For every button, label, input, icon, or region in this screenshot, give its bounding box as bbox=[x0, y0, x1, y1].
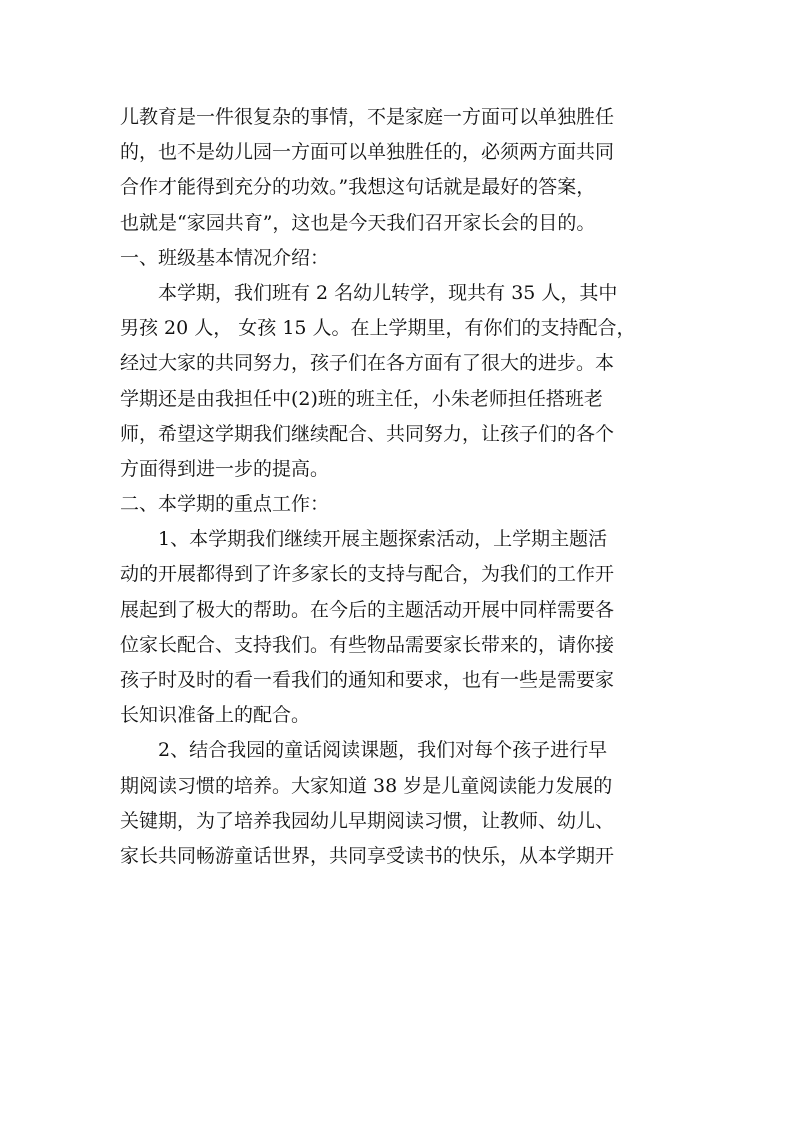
text-line: 的，也不是幼儿园一方面可以单独胜任的，必须两方面共同 bbox=[120, 141, 615, 164]
text-line: 也就是“家园共育”，这也是今天我们召开家长会的目的。 bbox=[120, 211, 596, 234]
text-line: 本学期，我们班有 2 名幼儿转学，现共有 35 人，其中 bbox=[158, 281, 618, 304]
text-line: 展起到了极大的帮助。在今后的主题活动开展中同样需要各 bbox=[120, 598, 615, 621]
text-line: 男孩 20 人， 女孩 15 人。在上学期里，有你们的支持配合， bbox=[120, 317, 636, 340]
section-heading-class-info: 一、班级基本情况介绍： bbox=[120, 246, 330, 269]
text-line: 孩子时及时的看一看我们的通知和要求，也有一些是需要家 bbox=[120, 669, 615, 691]
text-line: 关键期，为了培养我园幼儿早期阅读习惯，让教师、幼儿、 bbox=[120, 809, 615, 832]
text-line: 学期还是由我担任中(2)班的班主任，小朱老师担任搭班老 bbox=[120, 387, 603, 410]
text-line: 2、结合我园的童话阅读课题，我们对每个孩子进行早 bbox=[158, 739, 608, 762]
text-line: 动的开展都得到了许多家长的支持与配合，为我们的工作开 bbox=[120, 563, 615, 586]
text-line: 师，希望这学期我们继续配合、共同努力，让孩子们的各个 bbox=[120, 422, 615, 445]
text-line: 家长共同畅游童话世界，共同享受读书的快乐，从本学期开 bbox=[120, 844, 615, 867]
section-heading-key-work: 二、本学期的重点工作： bbox=[120, 493, 330, 516]
text-line: 位家长配合、支持我们。有些物品需要家长带来的，请你接 bbox=[120, 633, 615, 656]
text-line: 长知识准备上的配合。 bbox=[120, 704, 311, 727]
text-line: 方面得到进一步的提高。 bbox=[120, 457, 330, 480]
text-line: 经过大家的共同努力，孩子们在各方面有了很大的进步。本 bbox=[120, 352, 615, 375]
text-line: 儿教育是一件很复杂的事情，不是家庭一方面可以单独胜任 bbox=[120, 106, 615, 128]
document-body bbox=[120, 100, 685, 874]
text-line: 期阅读习惯的培养。大家知道 38 岁是儿童阅读能力发展的 bbox=[120, 774, 613, 797]
text-line: 1、本学期我们继续开展主题探索活动，上学期主题活 bbox=[158, 528, 608, 551]
text-line: 合作才能得到充分的功效。”我想这句话就是最好的答案， bbox=[120, 176, 596, 199]
